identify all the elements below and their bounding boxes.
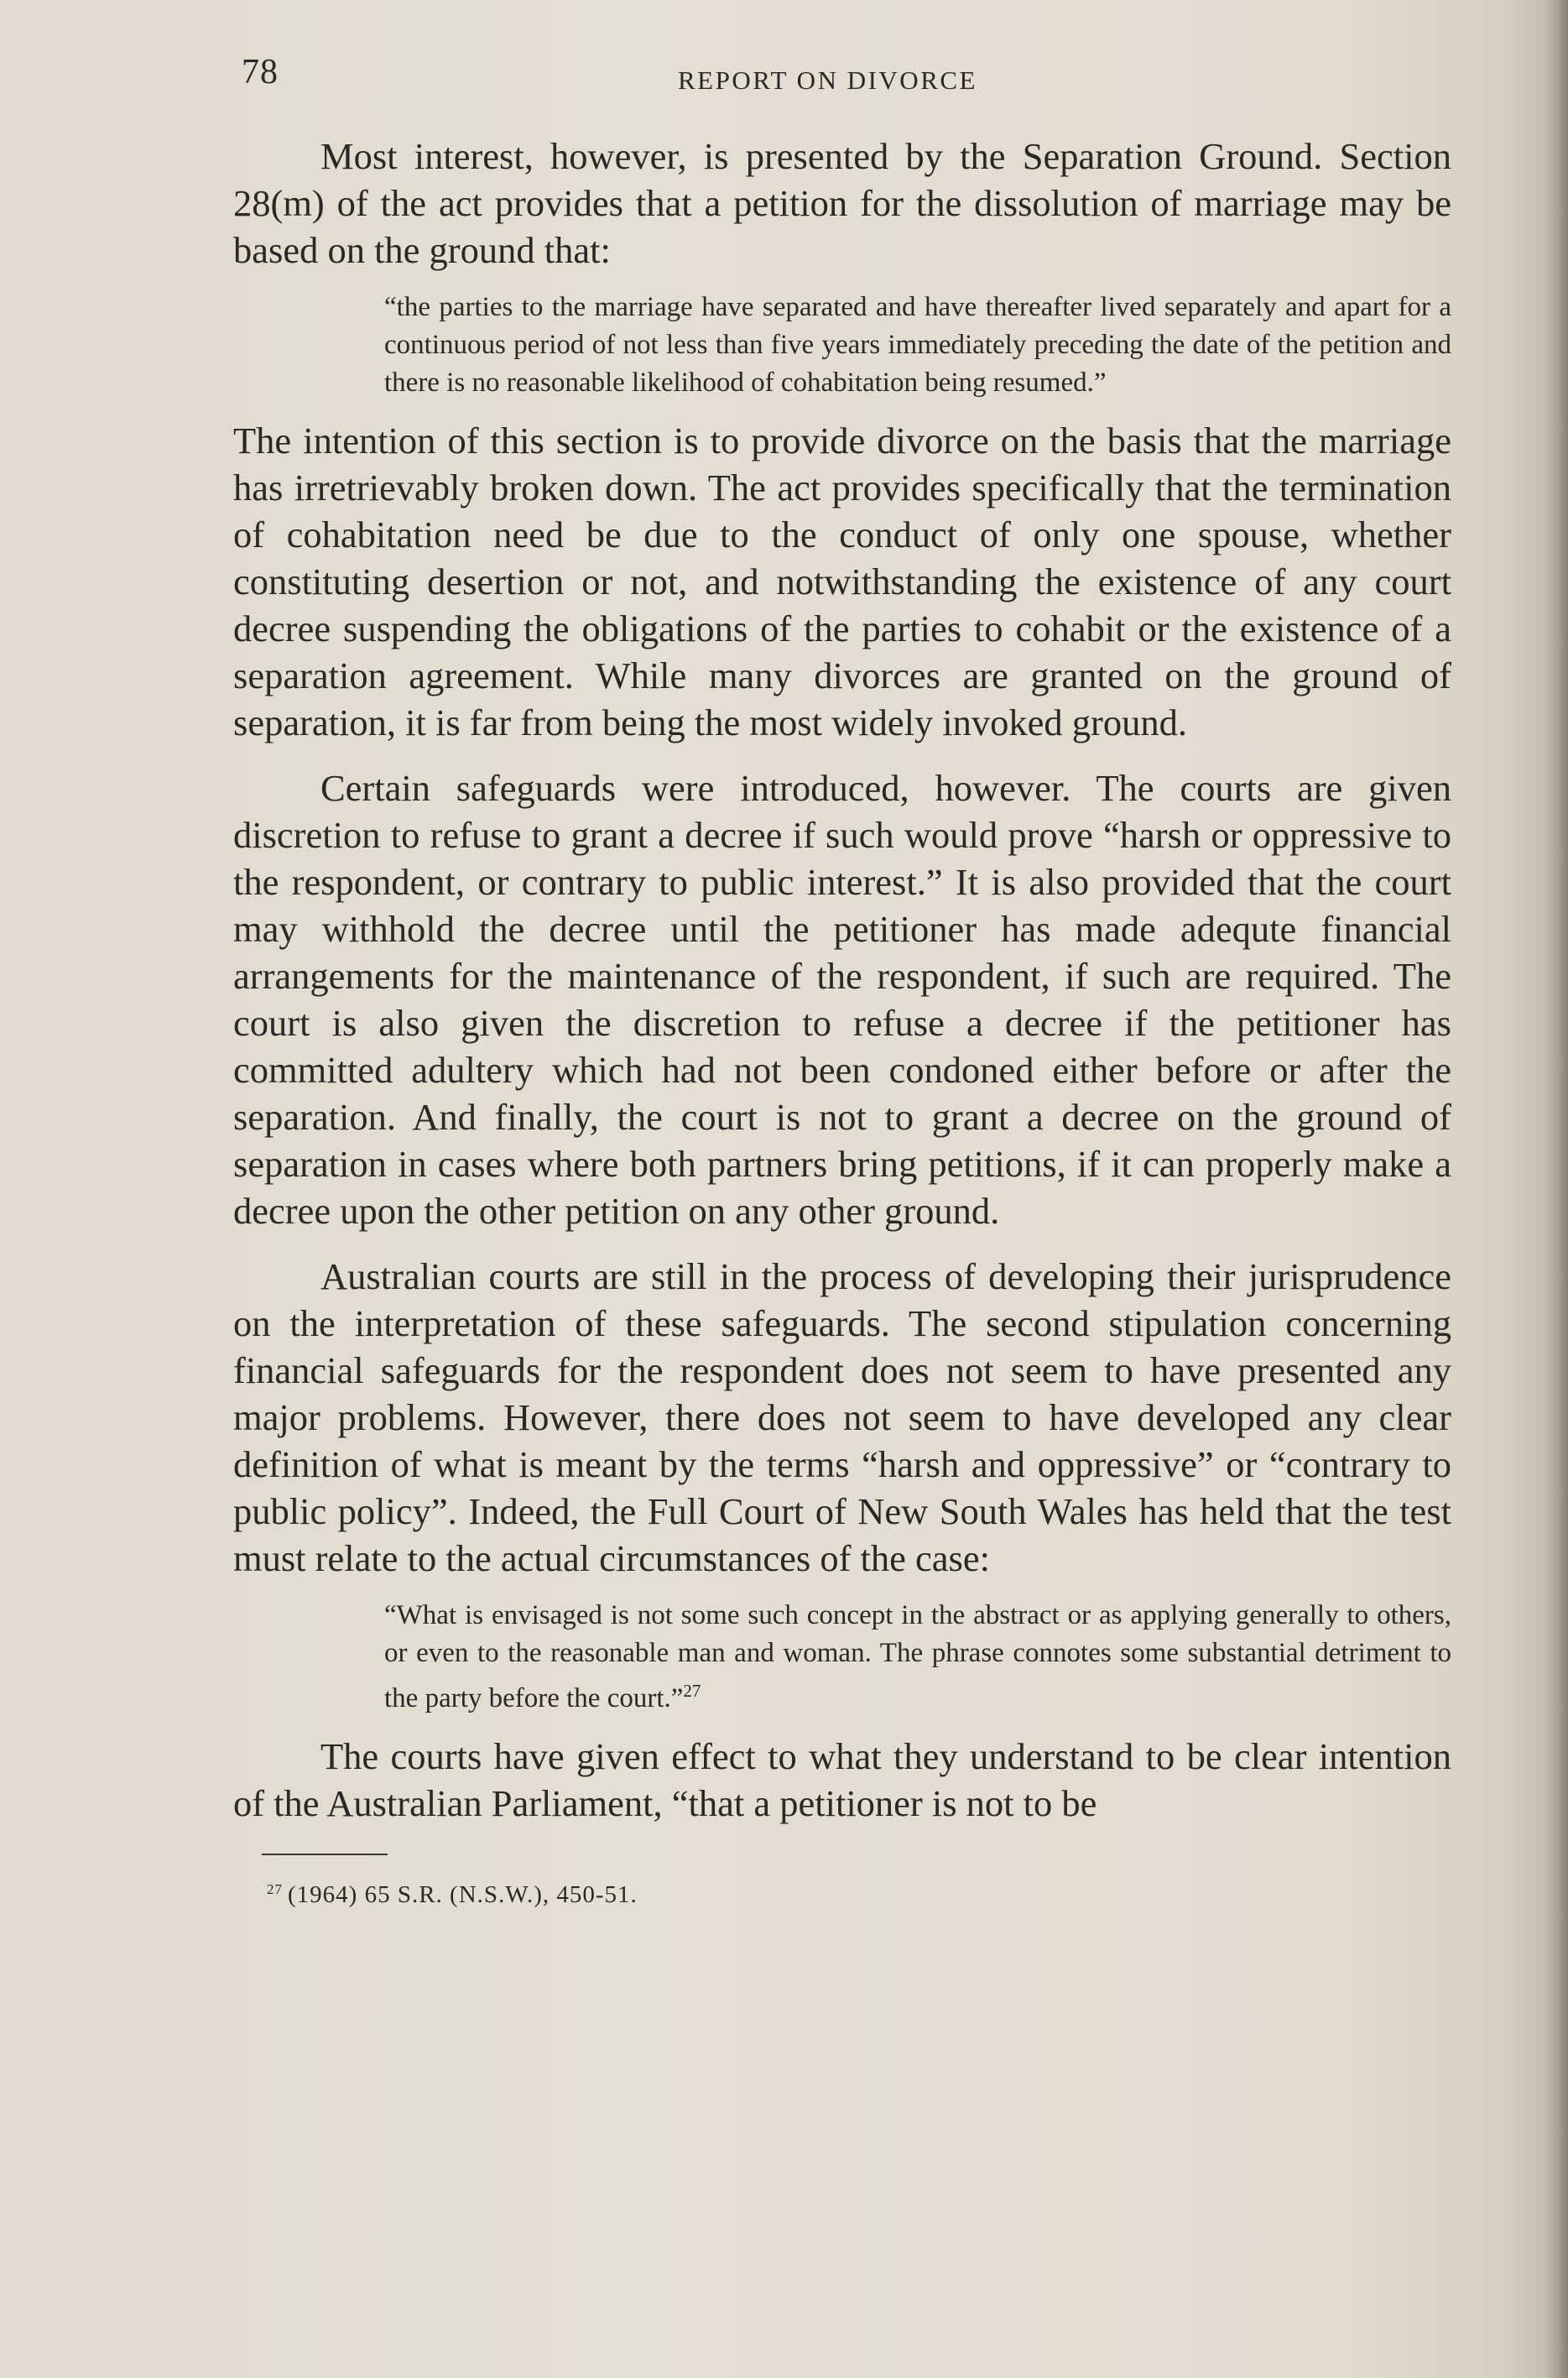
page-spine-shadow [1545, 0, 1568, 2378]
footnote-mark: 27 [267, 1881, 283, 1897]
paragraph-courts-given-effect: The courts have given effect to what they understand to be clear intention of the Australian Parliament, “that a petitioner is not to be [233, 1735, 1451, 1824]
running-head [242, 52, 1450, 102]
body-text [233, 133, 1451, 1911]
page-number: 78 [242, 53, 279, 91]
running-title: REPORT ON DIVORCE [678, 65, 977, 95]
footnote-area [262, 1854, 1451, 1911]
footnote-27 [262, 1874, 1451, 1911]
footnote-text: (1964) 65 S.R. (N.S.W.), 450-51. [288, 1881, 638, 1908]
footnote-rule [262, 1854, 388, 1855]
paragraph-australian-courts: Australian courts are still in the process of developing their jurisprudence on the interpretation of these safeguards. The second stipulation concerning financial safeguards for the respondent does not seem to have presented any major problems. However, there does not seem to have developed any clear definition of what is meant by the terms “harsh and oppressive” or “contrary to public policy”. Indeed, the Full Court of New South Wales has held that the test must relate to the actual circumstances of the case: [233, 1255, 1451, 1579]
block-quote-full-court [384, 1597, 1451, 1718]
paragraph-intention-of-section: The intention of this section is to provide divorce on the basis that the marriage has irretrievably broken down. The act provides specifically that the termination of cohabitation need be due to the conduct of only one spouse, whether constituting desertion or not, and notwithstanding the existence of any court decree suspending the obligations of the parties to cohabit or the existence of a separation agreement. While many divorces are granted on the ground of separation, it is far from being the most widely invoked ground. [233, 420, 1451, 743]
block-quote-full-court-text: “What is envisaged is not some such concept in the abstract or as applying generally to others, or even to the reasonable man and woman. The phrase connotes some substantial detriment to the party before the court.” [384, 1600, 1451, 1713]
block-quote-section-28m: “the parties to the marriage have separated and have thereafter lived separately and apart for a continuous period of not less than five years immediately preceding the date of the petition and there is no reasonable likelihood of cohabitation being resumed.” [384, 292, 1451, 398]
paragraph-safeguards: Certain safeguards were introduced, however. The courts are given discretion to refuse to grant a decree if such would prove “harsh or oppressive to the respondent, or contrary to public interest.” It is also provided that the court may withhold the decree until the petitioner has made adequte financial arrangements for the maintenance of the respondent, if such are required. The court is also given the discretion to refuse a decree if the petitioner has committed adultery which had not been condoned either before or after the separation. And finally, the court is not to grant a decree on the ground of separation in cases where both partners bring petitions, if it can properly make a decree upon the other petition on any other ground. [233, 767, 1451, 1232]
paragraph-separation-ground: Most interest, however, is presented by the Separation Ground. Section 28(m) of the act provides that a petition for the dissolution of marriage may be based on the ground that: [233, 135, 1451, 271]
footnote-reference: 27 [683, 1681, 701, 1701]
